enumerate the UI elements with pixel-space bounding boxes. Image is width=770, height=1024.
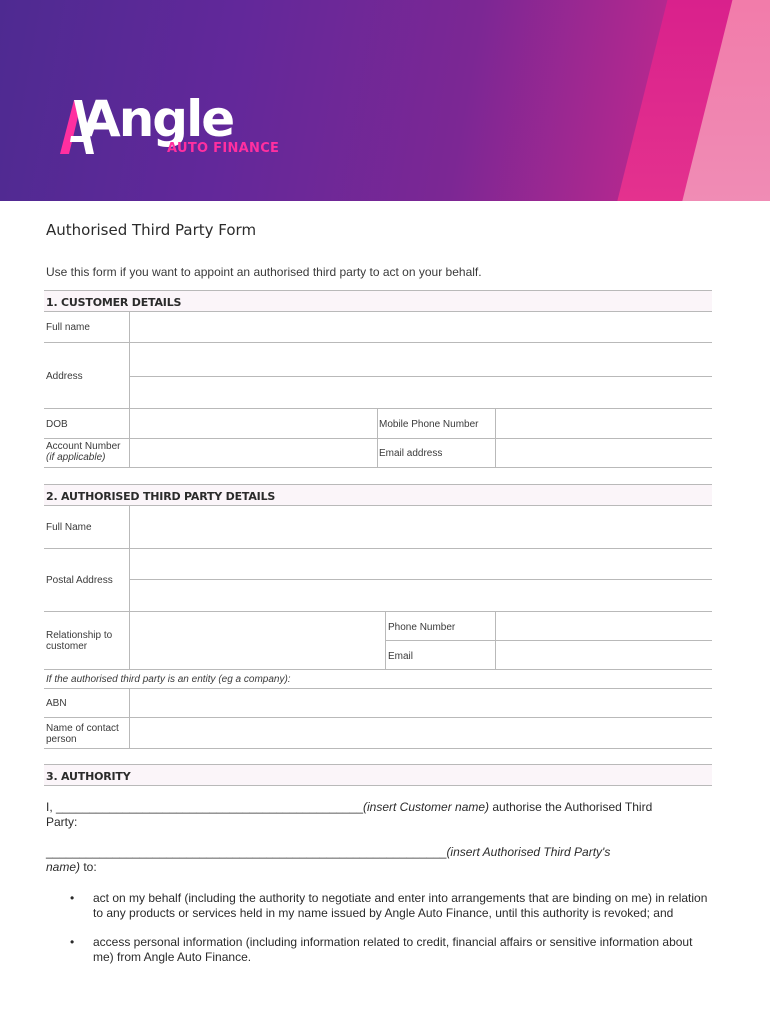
logo-subtitle: AUTO FINANCE — [167, 141, 280, 156]
customer-mobile-field[interactable] — [497, 409, 711, 437]
label-email-address: Email address — [379, 448, 443, 459]
contact-person-field[interactable] — [131, 718, 711, 747]
label-account-number: Account Number — [46, 441, 121, 452]
label-phone-number: Phone Number — [388, 622, 456, 633]
third-party-name-hint-end: name) — [46, 860, 81, 874]
authority-to-line — [46, 860, 97, 874]
angle-logo — [60, 90, 290, 166]
bullet-icon: • — [70, 891, 75, 905]
divider — [385, 611, 386, 669]
customer-account-number-field[interactable] — [131, 439, 376, 466]
divider — [129, 312, 130, 467]
divider — [495, 408, 496, 467]
insert-third-party-name-hint: (insert Authorised Third Party's — [446, 845, 611, 859]
divider — [44, 669, 712, 670]
label-address: Address — [46, 371, 83, 382]
section-heading-third-party-details: 2. AUTHORISED THIRD PARTY DETAILS — [44, 484, 712, 506]
label-contact-person: Name of contact person — [46, 723, 119, 745]
label-mobile-phone: Mobile Phone Number — [379, 419, 479, 430]
divider — [129, 688, 130, 748]
bullet-icon: • — [70, 935, 75, 949]
label-relationship: Relationship to customer — [46, 630, 113, 652]
customer-dob-field[interactable] — [131, 409, 376, 437]
label-account-note: (if applicable) — [46, 452, 106, 463]
divider — [377, 408, 378, 467]
label-email: Email — [388, 651, 414, 662]
section-heading-customer-details: 1. CUSTOMER DETAILS — [44, 290, 712, 312]
authority-party-label: Party: — [46, 815, 78, 829]
label-postal-address: Postal Address — [46, 575, 113, 586]
authority-bullet-item: access personal information (including information related to credit, financial affairs or sensitive information about me) from Angle Auto Finance. — [93, 935, 693, 964]
authority-text: authorise the Authorised Third — [489, 800, 653, 814]
header-banner — [0, 0, 770, 201]
divider — [129, 506, 130, 669]
third-party-phone-field[interactable] — [497, 612, 711, 639]
third-party-full-name-field[interactable] — [131, 507, 711, 547]
section-heading-authority: 3. AUTHORITY — [44, 764, 712, 786]
insert-customer-name-hint: (insert Customer name) — [363, 800, 490, 814]
third-party-email-field[interactable] — [497, 641, 711, 668]
authority-customer-line — [46, 800, 726, 814]
to-text: to: — [80, 860, 97, 874]
label-third-party-full-name: Full Name — [46, 522, 92, 533]
divider — [44, 467, 712, 468]
divider — [44, 748, 712, 749]
entity-note: If the authorised third party is an entity (eg a company): — [46, 674, 291, 685]
third-party-name-blank[interactable]: ____________________________________________________________ — [46, 845, 447, 859]
customer-email-field[interactable] — [497, 439, 711, 466]
label-dob: DOB — [46, 419, 68, 430]
third-party-relationship-field[interactable] — [131, 612, 384, 668]
authority-third-party-line — [46, 845, 726, 859]
authority-bullet-item: act on my behalf (including the authority to negotiate and enter into arrangements that are binding on me) in relation to any products or services held in my name issued by Angle Auto Finance, until this authority is revoked; and — [93, 891, 708, 920]
page-title: Authorised Third Party Form — [46, 221, 257, 239]
intro-text: Use this form if you want to appoint an authorised third party to act on your behalf. — [46, 265, 482, 279]
third-party-postal-address-field[interactable] — [131, 549, 711, 610]
customer-address-field[interactable] — [131, 343, 711, 407]
abn-field[interactable] — [131, 689, 711, 716]
label-abn: ABN — [46, 698, 67, 709]
divider — [495, 611, 496, 669]
customer-full-name-field[interactable] — [131, 313, 711, 341]
logo-wordmark: Angle — [82, 90, 234, 148]
label-full-name: Full name — [46, 322, 90, 333]
customer-name-blank[interactable]: I, ______________________________________________ — [46, 800, 363, 814]
